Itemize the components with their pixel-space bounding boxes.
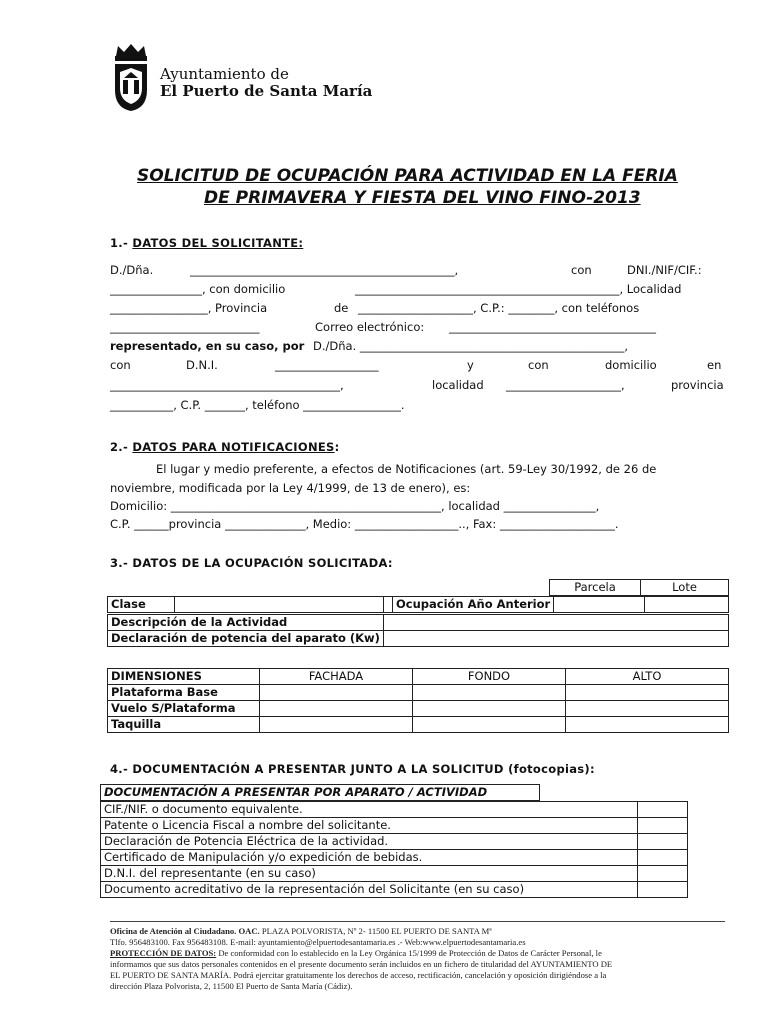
form-title-line2: DE PRIMAVERA Y FIESTA DEL VINO FINO-2013	[204, 188, 641, 208]
field-provincia-cp[interactable]: ____________________, C.P.: ________, con teléfonos	[358, 301, 640, 315]
declaracion-potencia-input[interactable]	[383, 631, 728, 647]
footer-divider	[110, 921, 725, 922]
crown-crest-logo	[108, 42, 154, 112]
doc-item: CIF./NIF. o documento equivalente.	[101, 802, 638, 818]
doc-item: Certificado de Manipulación y/o expedición de bebidas.	[101, 850, 638, 866]
clase-label: Clase	[108, 597, 175, 613]
label-con: con	[571, 263, 592, 277]
descripcion-label: Descripción de la Actividad	[108, 615, 384, 631]
label-domicilio2: domicilio	[605, 358, 657, 372]
clase-input[interactable]	[175, 597, 384, 613]
label-con3: con	[528, 358, 549, 372]
footer-contact-line: Tlfo. 956483100. Fax 956483108. E-mail: ayuntamiento@elpuertodesantamaria.es .- Web:www.elpuertodesantamaria.es	[110, 937, 526, 947]
field-dni-representante[interactable]: __________________	[275, 358, 379, 372]
field-telefonos[interactable]: __________________________	[110, 320, 260, 334]
form-title-line1: SOLICITUD DE OCUPACIÓN PARA ACTIVIDAD EN LA FERIA	[137, 166, 678, 186]
section4-heading: 4.- DOCUMENTACIÓN A PRESENTAR JUNTO A LA SOLICITUD (fotocopias):	[110, 762, 595, 776]
dim-row-label: Taquilla	[108, 717, 260, 733]
label-en: en	[707, 358, 722, 372]
field-notif-cp-medio-fax[interactable]: C.P. ______provincia ______________, Medio: __________________.., Fax: ____________________.	[110, 517, 619, 531]
label-correo: Correo electrónico:	[315, 320, 425, 334]
parcela-input[interactable]	[554, 597, 645, 613]
fondo-input[interactable]	[413, 685, 566, 701]
section3-heading: 3.- DATOS DE LA OCUPACIÓN SOLICITADA:	[110, 556, 393, 570]
field-notif-domicilio[interactable]: Domicilio: _______________________________________________, localidad ________________,	[110, 499, 600, 513]
label-dni2: D.N.I.	[186, 358, 218, 372]
dimensiones-table	[107, 668, 729, 733]
fachada-input[interactable]	[260, 717, 413, 733]
field-domicilio-representante[interactable]: ________________________________________,	[110, 378, 344, 392]
fondo-input[interactable]	[413, 717, 566, 733]
parcela-header: Parcela	[550, 580, 641, 596]
fachada-input[interactable]	[260, 685, 413, 701]
lote-header: Lote	[641, 580, 729, 596]
footer-office-line: Oficina de Atención al Ciudadano. OAC. PLAZA POLVORISTA, Nº 2- 11500 EL PUERTO DE SANTA Mª	[110, 926, 492, 936]
fondo-input[interactable]	[413, 701, 566, 717]
footer-privacy-line: dirección Plaza Polvorista, 2, 11500 El Puerto de Santa María (Cádiz).	[110, 981, 353, 991]
alto-header: ALTO	[566, 669, 729, 685]
doc-checkbox[interactable]	[638, 866, 688, 882]
label-dna: D./Dña.	[110, 263, 154, 277]
doc-checkbox[interactable]	[638, 834, 688, 850]
alto-input[interactable]	[566, 717, 729, 733]
footer-privacy-line: informamos que sus datos personales contenidos en el presente documento serán incluidos en un fichero de titularidad del AYUNTAMIENTO DE	[110, 959, 613, 969]
doc-item: Declaración de Potencia Eléctrica de la actividad.	[101, 834, 638, 850]
doc-checkbox[interactable]	[638, 802, 688, 818]
field-dni[interactable]: ________________, con domicilio	[110, 282, 286, 296]
field-name[interactable]: ______________________________________________,	[190, 263, 459, 277]
ocupacion-anterior-label: Ocupación Año Anterior	[393, 597, 554, 613]
dimensiones-header: DIMENSIONES	[108, 669, 260, 685]
field-localidad[interactable]: _________________, Provincia	[110, 301, 268, 315]
doc-checklist	[100, 801, 688, 898]
fachada-input[interactable]	[260, 701, 413, 717]
footer	[110, 926, 730, 992]
parcela-lote-header	[549, 579, 729, 596]
label-de: de	[334, 301, 349, 315]
field-representante[interactable]: D./Dña. ______________________________________________,	[313, 339, 629, 353]
org-name-line1: Ayuntamiento de	[160, 65, 289, 83]
doc-item: Documento acreditativo de la representación del Solicitante (en su caso)	[101, 882, 638, 898]
label-localidad2: localidad	[432, 378, 484, 392]
field-localidad-representante[interactable]: ____________________,	[506, 378, 625, 392]
doc-table-title: DOCUMENTACIÓN A PRESENTAR POR APARATO / ACTIVIDAD	[101, 785, 540, 801]
doc-item: D.N.I. del representante (en su caso)	[101, 866, 638, 882]
label-y: y	[467, 358, 474, 372]
alto-input[interactable]	[566, 701, 729, 717]
footer-privacy-line: PROTECCIÓN DE DATOS: De conformidad con lo establecido en la Ley Orgánica 15/1999 de Protección de Datos de Carácter Personal, le	[110, 948, 602, 958]
fachada-header: FACHADA	[260, 669, 413, 685]
fondo-header: FONDO	[413, 669, 566, 685]
descripcion-table	[107, 614, 729, 647]
dim-row-label: Vuelo S/Plataforma	[108, 701, 260, 717]
ocupacion-table	[107, 596, 729, 613]
section1-heading: 1.- DATOS DEL SOLICITANTE:	[110, 236, 304, 250]
label-con2: con	[110, 358, 131, 372]
declaracion-potencia-label: Declaración de potencia del aparato (Kw)	[108, 631, 384, 647]
alto-input[interactable]	[566, 685, 729, 701]
notif-paragraph-line2: noviembre, modificada por la Ley 4/1999, de 13 de enero), es:	[110, 481, 471, 495]
doc-checkbox[interactable]	[638, 882, 688, 898]
doc-table-header	[100, 784, 540, 801]
label-representado: representado, en su caso, por	[110, 339, 305, 353]
label-provincia2: provincia	[671, 378, 724, 392]
lote-input[interactable]	[645, 597, 729, 613]
field-correo[interactable]: ____________________________________	[449, 320, 656, 334]
label-dni: DNI./NIF/CIF.:	[627, 263, 702, 277]
descripcion-input[interactable]	[383, 615, 728, 631]
doc-checkbox[interactable]	[638, 818, 688, 834]
notif-paragraph-line1: El lugar y medio preferente, a efectos de Notificaciones (art. 59-Ley 30/1992, de 26 de	[156, 462, 657, 476]
section2-heading: 2.- DATOS PARA NOTIFICACIONES:	[110, 440, 340, 454]
field-domicilio[interactable]: ______________________________________________, Localidad	[355, 282, 682, 296]
doc-item: Patente o Licencia Fiscal a nombre del solicitante.	[101, 818, 638, 834]
dim-row-label: Plataforma Base	[108, 685, 260, 701]
org-name-line2: El Puerto de Santa María	[160, 82, 373, 100]
footer-privacy-line: EL PUERTO DE SANTA MARÍA. Podrá ejercitar gratuitamente los derechos de acceso, rectificación, cancelación y oposición dirigiéndose a la	[110, 970, 607, 980]
doc-checkbox[interactable]	[638, 850, 688, 866]
field-provincia-cp-telefono[interactable]: ___________, C.P. _______, teléfono _________________.	[110, 398, 405, 412]
